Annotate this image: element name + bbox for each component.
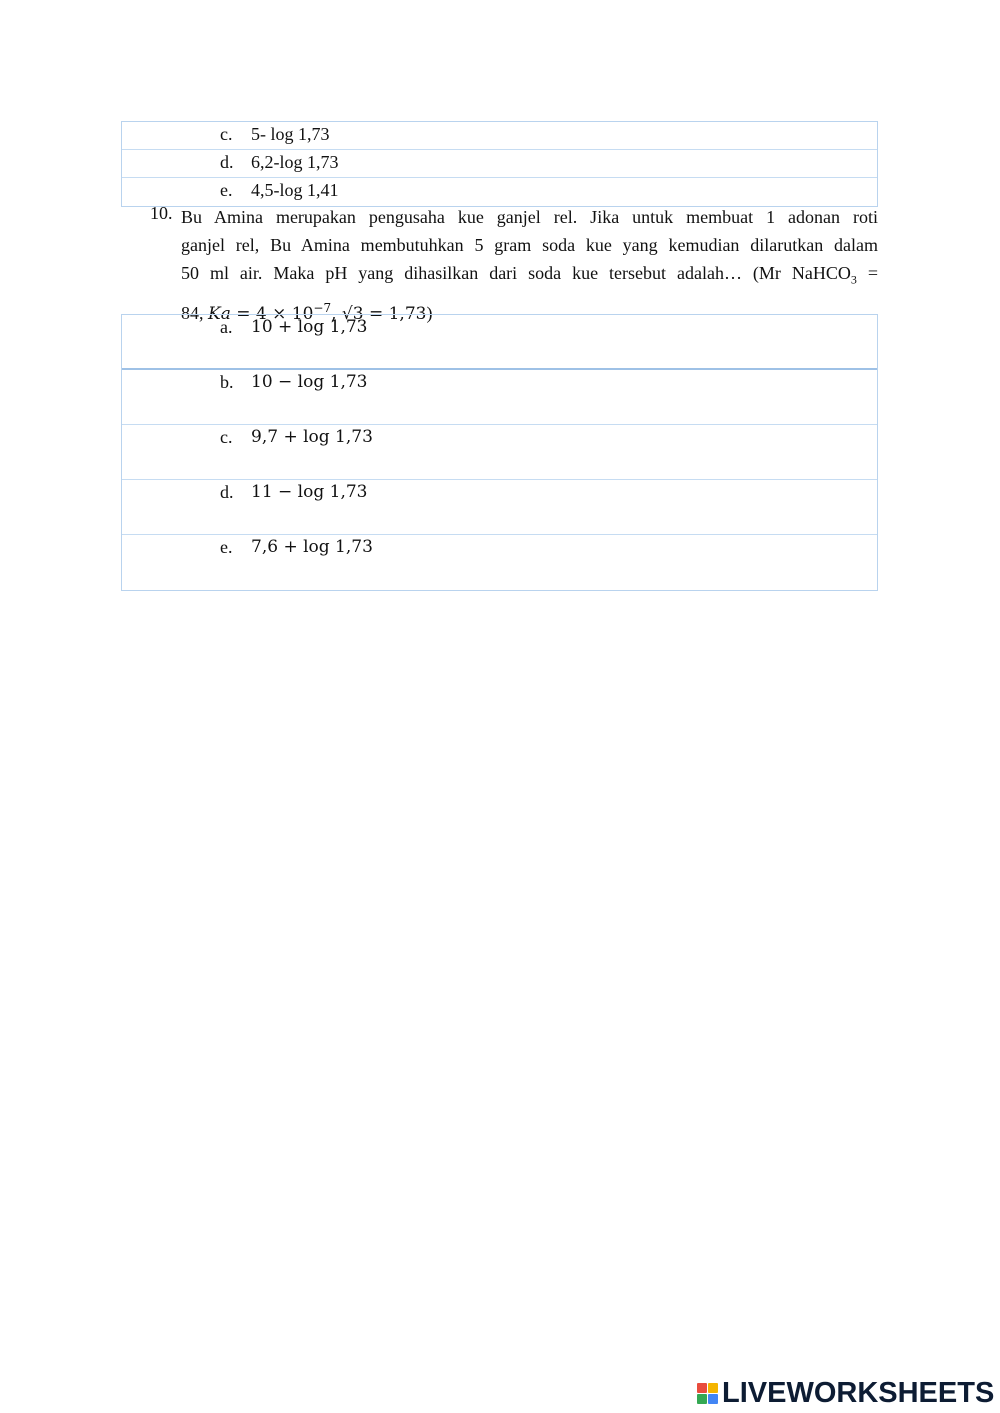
option-text: 5- log 1,73 [251,124,330,144]
option-letter: d. [220,152,234,172]
logo-square [697,1383,707,1393]
option-letter: d. [220,482,234,502]
logo-icon [697,1383,718,1404]
question-text [181,203,878,328]
answer-option-c[interactable] [122,425,877,480]
option-letter: e. [220,537,233,557]
brand-name: LIVEWORKSHEETS [722,1377,995,1409]
liveworksheets-logo[interactable] [697,1377,994,1410]
option-text: 10 − log 1,73 [251,372,368,392]
question-number: 10. [150,203,173,223]
logo-square [697,1394,707,1404]
question-line [181,259,878,294]
previous-options-table [121,121,878,207]
ka-exponent: −7 [313,300,332,315]
answer-options-table [121,314,878,591]
option-row-d[interactable] [122,150,877,178]
option-letter: b. [220,372,234,392]
answer-option-b[interactable] [122,370,877,425]
closing-paren: ) [426,302,433,323]
answer-option-e[interactable] [122,535,877,590]
equals-sign: = [856,263,878,283]
mr-value: 84, [181,302,208,323]
question-line: ganjel rel, Bu Amina membutuhkan 5 gram soda kue yang kemudian dilarutkan dalam [181,235,878,255]
option-letter: c. [220,427,233,447]
option-row-e[interactable] [122,178,877,206]
ka-value: = 4 × 10 [230,303,314,324]
option-text: 9,7 + log 1,73 [251,427,373,447]
option-letter: a. [220,317,233,337]
sqrt-expression: , √3 = 1,73 [331,303,427,324]
option-text: 7,6 + log 1,73 [251,537,373,557]
logo-square [708,1394,718,1404]
question-line: Bu Amina merupakan pengusaha kue ganjel rel. Jika untuk membuat 1 adonan roti [181,207,878,227]
option-text: 4,5-log 1,41 [251,180,339,200]
subscript: 3 [850,272,857,287]
question-line-text: 50 ml air. Maka pH yang dihasilkan dari soda kue tersebut adalah… (Mr NaHCO [181,263,851,283]
option-letter: c. [220,124,233,144]
option-text: 6,2-log 1,73 [251,152,339,172]
option-text: 11 − log 1,73 [251,482,368,502]
option-letter: e. [220,180,233,200]
option-row-c[interactable] [122,122,877,150]
answer-option-d[interactable] [122,480,877,535]
logo-square [708,1383,718,1393]
answer-option-a[interactable] [122,315,877,370]
ka-symbol: Ka [208,303,231,324]
option-text: 10 + log 1,73 [251,317,368,337]
